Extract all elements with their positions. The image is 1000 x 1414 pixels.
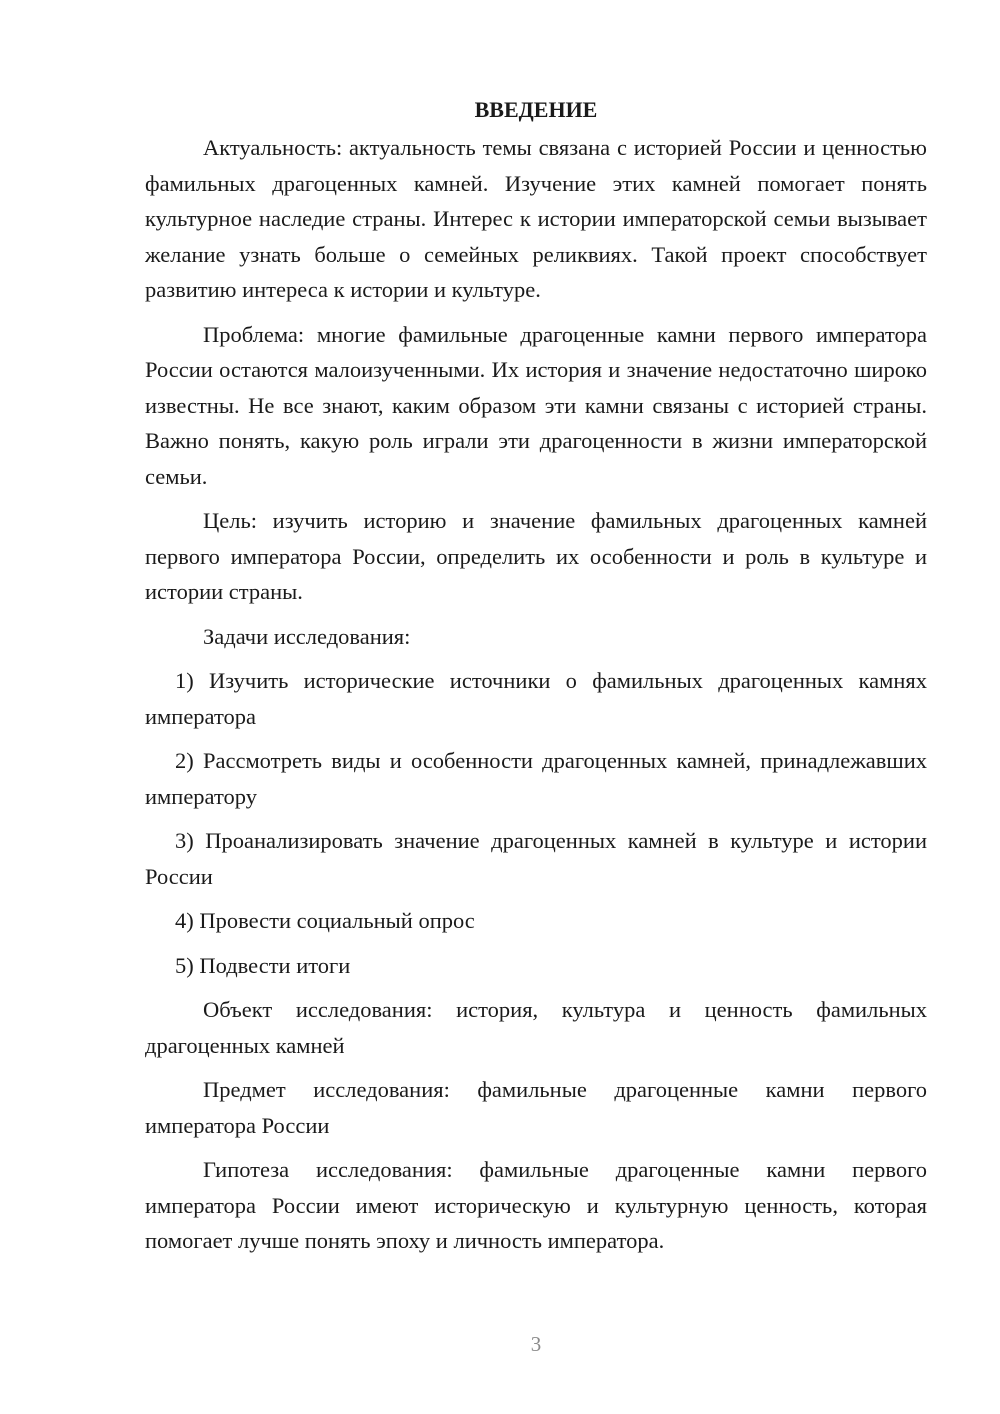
task-item-1: 1) Изучить исторические источники о фамильных драгоценных камнях императора: [145, 668, 927, 729]
section-heading: ВВЕДЕНИЕ: [474, 97, 598, 122]
hypothesis-paragraph: Гипотеза исследования: фамильные драгоценные камни первого императора России имеют историческую и культурную ценность, которая помогает лучше понять эпоху и личность императора.: [145, 1157, 927, 1253]
task-item-5: 5) Подвести итоги: [175, 952, 351, 978]
task-item-4: 4) Провести социальный опрос: [175, 908, 475, 933]
object-paragraph: Объект исследования: история, культура и ценность фамильных драгоценных камней: [145, 997, 927, 1058]
subject-paragraph: Предмет исследования: фамильные драгоценные камни первого императора России: [145, 1077, 927, 1138]
relevance-paragraph: Актуальность: актуальность темы связана с историей России и ценностью фамильных драгоценных камней. Изучение этих камней помогает понять культурное наследие страны. Интерес к истории императорской семьи вызывает желание узнать больше о семейных реликвиях. Такой проект способствует развитию интереса к истории и культуре.: [145, 135, 927, 302]
page-number: 3: [530, 1332, 542, 1356]
goal-paragraph: Цель: изучить историю и значение фамильных драгоценных камней первого императора России, определить их особенности и роль в культуре и истории страны.: [145, 508, 927, 604]
problem-paragraph: Проблема: многие фамильные драгоценные камни первого императора России остаются малоизученными. Их история и значение недостаточно широко известны. Не все знают, каким образом эти камни связаны с историей страны. Важно понять, какую роль играли эти драгоценности в жизни императорской семьи.: [145, 321, 927, 489]
task-item-2: 2) Рассмотреть виды и особенности драгоценных камней, принадлежавших императору: [145, 748, 927, 809]
tasks-heading: Задачи исследования:: [203, 623, 411, 649]
task-item-3: 3) Проанализировать значение драгоценных камней в культуре и истории России: [145, 828, 927, 889]
document-page: [145, 95, 927, 1268]
